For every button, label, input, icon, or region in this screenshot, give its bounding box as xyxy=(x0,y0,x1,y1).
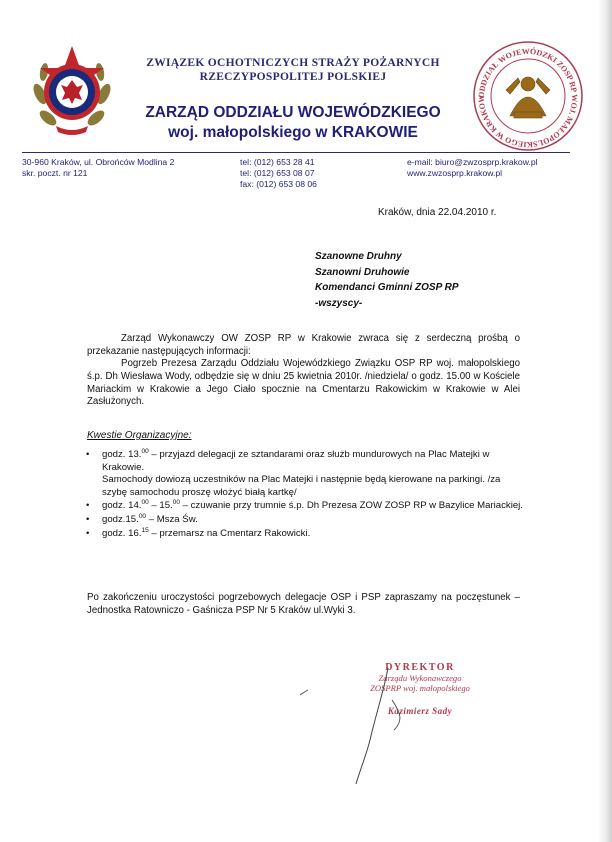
header-divider xyxy=(22,152,570,153)
seal-ring-text: ODDZIAŁ WOJEWÓDZKI ZOSP RP WOJ. MAŁOPOLSKIEGO W KRAKOW xyxy=(476,46,580,150)
stamp-name: Kazimierz Sady xyxy=(387,706,453,716)
stamp-line2: ZOSPRP woj. małopolskiego xyxy=(370,683,470,693)
address-line: 30-960 Kraków, ul. Obrońców Modlina 2 xyxy=(22,157,175,167)
contact-address xyxy=(22,157,174,179)
org-name-line2: RZECZYPOSPOLITEJ POLSKIEJ xyxy=(199,71,387,83)
bullet-icon: • xyxy=(86,513,90,525)
website-link[interactable]: www.zwzosprp.krakow.pl xyxy=(407,168,503,178)
bullet-icon: • xyxy=(86,500,90,512)
phone-2: tel: (012) 653 08 07 xyxy=(240,168,315,178)
bullet-icon: • xyxy=(86,527,90,539)
addressee-line: Szanowni Druhowie xyxy=(315,266,410,278)
bullet-icon: • xyxy=(86,449,90,460)
oddzial-wojewodzki-seal-icon xyxy=(470,38,586,154)
contact-online xyxy=(407,157,538,179)
addressee-line: -wszyscy- xyxy=(315,297,363,309)
contact-phones xyxy=(240,157,317,190)
list-item: • godz. 14.00 – 15.00 – czuwanie przy trumnie ś.p. Dh Prezesa ZOW ZOSP RP w Bazylice Mariackiej. xyxy=(86,499,523,512)
org-name-line1: ZWIĄZEK OCHOTNICZYCH STRAŻY POŻARNYCH xyxy=(146,57,440,69)
po-box-line: skr. poczt. nr 121 xyxy=(22,168,88,178)
addressee-line: Komendanci Gminni ZOSP RP xyxy=(315,282,459,293)
phone-1: tel: (012) 653 28 41 xyxy=(240,157,315,167)
schedule-list xyxy=(84,449,524,541)
email-link[interactable]: e-mail: biuro@zwzosprp.krakow.pl xyxy=(407,157,538,167)
letter-date: Kraków, dnia 22.04.2010 r. xyxy=(378,207,497,218)
fax: fax: (012) 653 08 06 xyxy=(240,179,317,189)
body-paragraph-intro: Zarząd Wykonawczy OW ZOSP RP w Krakowie zwraca się z serdeczną prośbą o przekazanie następujących informacji: xyxy=(87,333,520,357)
list-item: • godz.15.00 – Msza Św. xyxy=(86,512,198,525)
addressee-block xyxy=(315,249,459,311)
handwritten-signature xyxy=(300,660,520,790)
list-item: • godz. 16.15 – przemarsz na Cmentarz Rakowicki. xyxy=(86,526,311,539)
body-paragraph-funeral: Pogrzeb Prezesa Zarządu Oddziału Wojewódzkiego Związku OSP RP woj. małopolskiego ś.p. Dh Wiesława Wody, odbędzie się w dniu 25 kwietnia 2010r. /niedziela/ o godz. 15.00 w Kościele Mariackim w Krakowie a Jego Ciało spocznie na Cmentarzu Rakowickim w Krakowie w Alei Zasłużonych. xyxy=(87,358,520,408)
list-item: • godz. 13.00 – przyjazd delegacji ze sztandarami oraz służb mundurowych na Plac Matejki w Krakowie. Samochody dowiozą uczestników na Plac Matejki i następnie będą kierowane na parkingi. /za szybę samochodu proszę włożyć białą kartkę/ xyxy=(84,449,524,499)
org-title-line2: woj. małopolskiego w KRAKOWIE xyxy=(168,124,418,141)
issues-heading: Kwestie Organizacyjne: xyxy=(87,430,192,441)
body-paragraph-closing: Po zakończeniu uroczystości pogrzebowych delegacje OSP i PSP zapraszamy na poczęstunek – Jednostka Ratowniczo - Gaśnicza PSP Nr 5 Kraków ul.Wyki 3. xyxy=(87,592,520,616)
org-title-line1: ZARZĄD ODDZIAŁU WOJEWÓDZKIEGO xyxy=(145,104,441,121)
scan-edge-shadow xyxy=(598,0,612,842)
osp-emblem-icon xyxy=(18,38,126,146)
list-item-note: Samochody dowiozą uczestników na Plac Matejki i następnie będą kierowane na parkingi. /za szybę samochodu proszę włożyć białą kartkę/ xyxy=(102,474,501,498)
stamp-title: DYREKTOR xyxy=(385,662,455,673)
addressee-line: Szanowne Druhny xyxy=(315,251,402,262)
stamp-line1: Zarządu Wykonawczego xyxy=(378,673,462,683)
